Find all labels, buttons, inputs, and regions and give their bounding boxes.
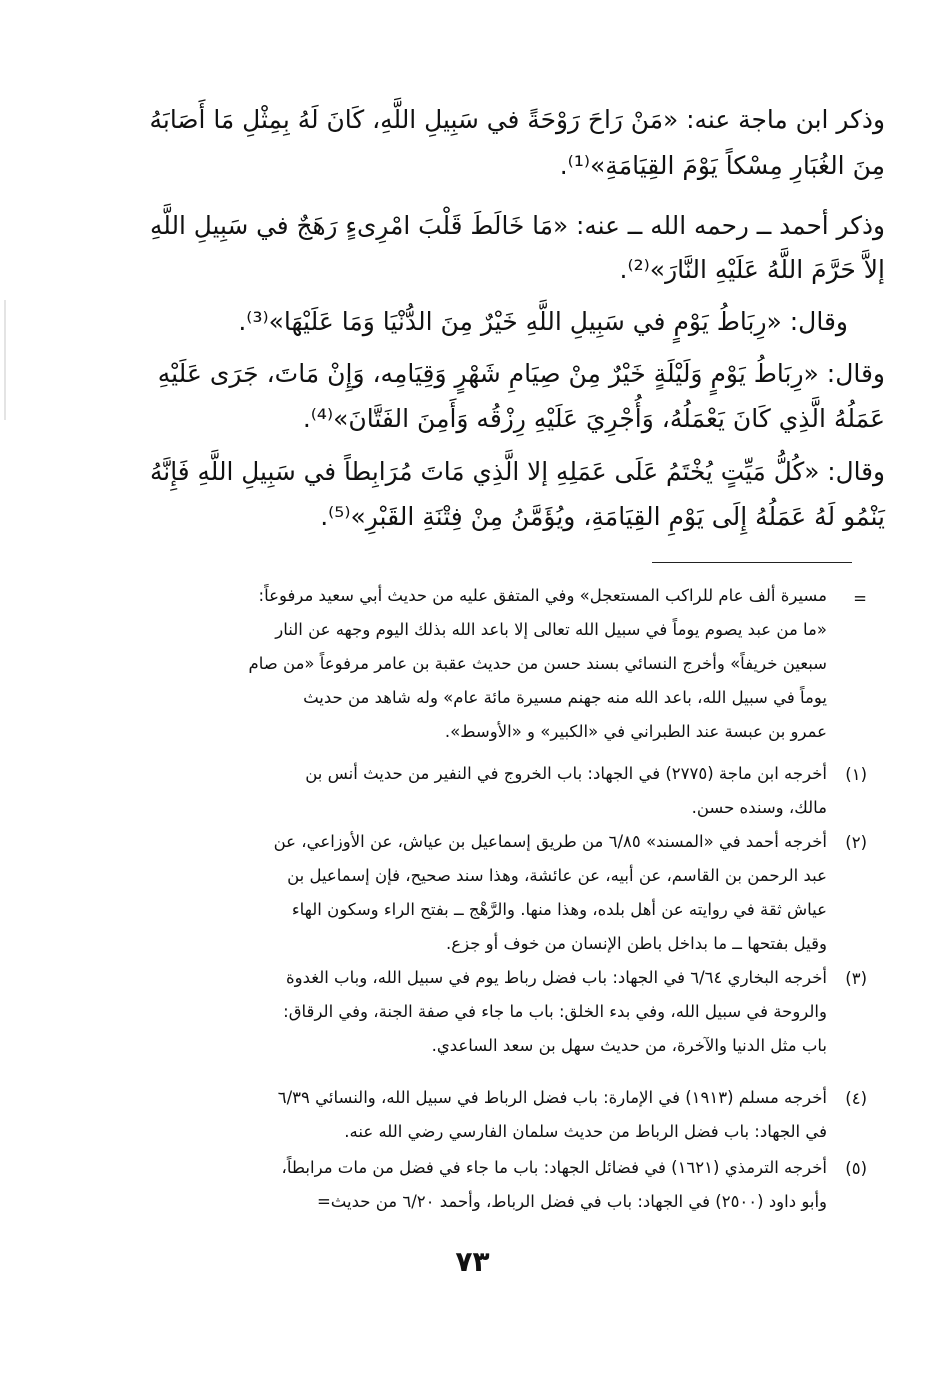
main-line-2: مِنَ الغُبَارِ مِسْكاً يَوْمَ القِيَامَةِ»⁽¹⁾. bbox=[559, 151, 885, 180]
continuation-line-4: يوماً في سبيل الله، باعد الله منه جهنم مسيرة مائة عام» وله شاهد من حديث bbox=[303, 688, 827, 707]
main-line-9: يَنْمُو لَهُ عَمَلُهُ إِلَى يَوْمِ القِيَامَةِ، ويُؤَمَّنُ مِنْ فِتْنَةِ القَبْرِ»⁽⁵⁾. bbox=[320, 502, 885, 531]
page-number: ٧٣ bbox=[455, 1245, 490, 1278]
footnote-3-line-3: باب مثل الدنيا والآخرة، من حديث سهل بن سعد الساعدي. bbox=[431, 1036, 827, 1055]
footnote-4-line-2: في الجهاد: باب فضل الرباط من حديث سلمان الفارسي رضي الله عنه. bbox=[344, 1122, 827, 1141]
footnote-3-line-2: والروحة في سبيل الله، وفي بدء الخلق: باب ما جاء في صفة الجنة، وفي الرقاق: bbox=[283, 1002, 827, 1021]
footnote-2-line-4: وقيل بفتحها ــ ما بداخل باطن الإنسان من خوف أو جزع. bbox=[446, 934, 827, 953]
footnote-4-line-1: أخرجه مسلم (١٩١٣) في الإمارة: باب فضل الرباط في سبيل الله، والنسائي ٦/٣٩ bbox=[277, 1088, 827, 1107]
continuation-mark: = bbox=[853, 589, 867, 608]
page-edge-shadow bbox=[4, 300, 6, 420]
main-line-1: وذكر ابن ماجة عنه: «مَنْ رَاحَ رَوْحَةً في سَبِيلِ اللَّهِ، كَانَ لَهُ بِمِثْلِ مَا أَصَابَهُ bbox=[149, 105, 886, 134]
continuation-line-1: مسيرة ألف عام للراكب المستعجل» وفي المتفق عليه من حديث أبي سعيد مرفوعاً: bbox=[258, 586, 827, 605]
footnote-number-2: (٢) bbox=[845, 833, 867, 852]
footnote-number-4: (٤) bbox=[845, 1089, 867, 1108]
footnote-number-5: (٥) bbox=[845, 1159, 867, 1178]
main-line-3: وذكر أحمد ــ رحمه الله ــ عنه: «مَا خَالَطَ قَلْبَ امْرِىءٍ رَهَجٌ في سَبِيلِ اللَّهِ bbox=[149, 211, 885, 240]
footnote-2-line-2: عبد الرحمن بن القاسم، عن أبيه، عن عائشة، وهذا سند صحيح، فإن إسماعيل بن bbox=[287, 866, 827, 885]
continuation-line-3: سبعين خريفاً» وأخرج النسائي بسند حسن من حديث عقبة بن عامر مرفوعاً «من صام bbox=[248, 654, 827, 673]
footnote-number-3: (٣) bbox=[845, 969, 867, 988]
footnote-1-line-2: مالك، وسنده حسن. bbox=[691, 798, 827, 817]
footnote-separator bbox=[652, 562, 852, 563]
continuation-line-2: «ما من عبد يصوم يوماً في سبيل الله تعالى إلا باعد الله بذلك اليوم وجهه عن النار bbox=[275, 620, 827, 639]
footnote-5-line-1: أخرجه الترمذي (١٦٢١) في فضائل الجهاد: باب ما جاء في فضل من مات مرابطاً، bbox=[281, 1158, 827, 1177]
main-line-5: وقال: «رِبَاطُ يَوْمٍ في سَبِيلِ اللَّهِ خَيْرٌ مِنَ الدُّنْيَا وَمَا عَلَيْهَا»⁽³⁾. bbox=[238, 307, 848, 336]
footnote-3-line-1: أخرجه البخاري ٦/٦٤ في الجهاد: باب فضل رباط يوم في سبيل الله، وباب الغدوة bbox=[285, 968, 827, 987]
continuation-line-5: عمرو بن عبسة عند الطبراني في «الكبير» و «الأوسط». bbox=[444, 722, 827, 741]
footnote-2-line-3: عياش ثقة في روايته عن أهل بلده، وهذا منها. والرَّهْج ــ بفتح الراء وسكون الهاء bbox=[291, 900, 827, 919]
main-line-8: وقال: «كُلُّ مَيِّتٍ يُخْتَمُ عَلَى عَمَلِهِ إلا الَّذِي مَاتَ مُرَابِطاً في سَبِيلِ اللَّهِ فَإِنَّهُ bbox=[150, 457, 885, 486]
main-line-4: إلاَّ حَرَّمَ اللَّهُ عَلَيْهِ النَّارَ»⁽²⁾. bbox=[619, 255, 885, 284]
main-line-6: وقال: «رِبَاطُ يَوْمٍ وَلَيْلَةٍ خَيْرٌ مِنْ صِيَامِ شَهْرٍ وَقِيَامِه، وَإِنْ مَاتَ، جَرَى عَلَيْهِ bbox=[157, 359, 885, 388]
footnote-number-1: (١) bbox=[845, 765, 867, 784]
main-line-7: عَمَلُهُ الَّذِي كَانَ يَعْمَلُهُ، وَأُجْرِيَ عَلَيْهِ رِزْقُه وَأَمِنَ الفَتَّانَ»⁽⁴⁾. bbox=[302, 404, 885, 433]
footnote-1-line-1: أخرجه ابن ماجة (٢٧٧٥) في الجهاد: باب الخروج في النفير من حديث أنس بن bbox=[305, 764, 827, 783]
footnote-2-line-1: أخرجه أحمد في «المسند» ٦/٨٥ من طريق إسماعيل بن عياش، عن الأوزاعي، عن bbox=[273, 832, 827, 851]
footnote-5-line-2: وأبو داود (٢٥٠٠) في الجهاد: باب في فضل الرباط، وأحمد ٦/٢٠ من حديث= bbox=[316, 1192, 827, 1211]
